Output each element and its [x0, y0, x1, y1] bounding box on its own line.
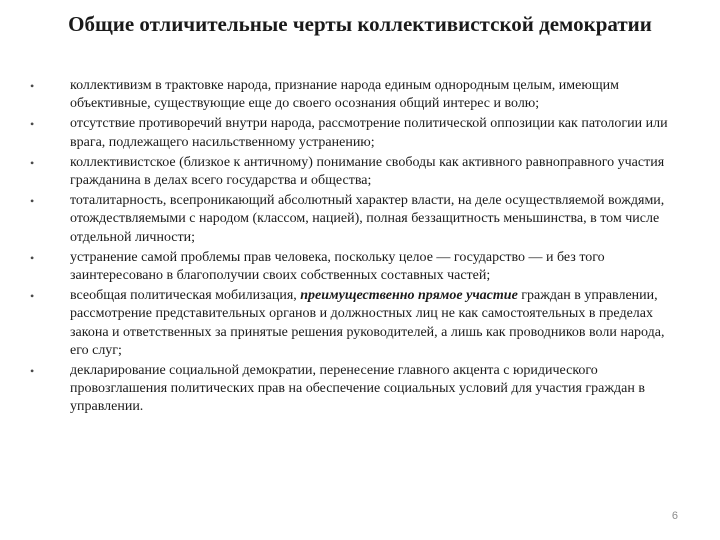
- list-item: [30, 249, 670, 285]
- list-item-text: устранение самой проблемы прав человека, поскольку целое — государство — и без того заинтересовано в благополучии своих собственных составных частей;: [70, 249, 605, 284]
- list-item: [30, 115, 670, 151]
- bullet-icon: •: [30, 364, 35, 379]
- emphasized-phrase: преимущественно прямое участие: [300, 288, 518, 304]
- bullet-icon: •: [30, 289, 35, 304]
- bullet-icon: •: [30, 194, 35, 209]
- list-item-text: [70, 288, 664, 358]
- slide-title: Общие отличительные черты коллективистской демократии: [68, 12, 652, 36]
- list-item: [30, 362, 670, 417]
- list-item-text: коллективистское (близкое к античному) понимание свободы как активного равноправного участия гражданина в делах всего государства и общества;: [70, 154, 665, 189]
- list-item: [30, 287, 670, 360]
- list-item: [30, 192, 670, 247]
- bullet-icon: •: [30, 117, 35, 132]
- list-item-text-after: граждан в управлении, рассмотрение представительных органов и должностных лиц не как самостоятельных в пределах закона и ответственных за принятые решения руководителей, а лишь как проводников воли народа, его слуг;: [70, 288, 665, 358]
- list-item-text: коллективизм в трактовке народа, признание народа единым однородным целым, имеющим объективные, существующие еще до своего осознания общий интерес и волю;: [70, 78, 619, 112]
- page-number: 6: [671, 510, 678, 522]
- list-item-text-before: всеобщая политическая мобилизация,: [70, 288, 301, 304]
- list-item-text: тоталитарность, всепроникающий абсолютный характер власти, на деле осуществляемой вождями, отождествляемыми с народом (классом, нацией), полная беззащитность меньшинства, в том числе отдельной личности;: [70, 193, 665, 245]
- feature-list: [30, 77, 670, 417]
- bullet-icon: •: [30, 79, 35, 93]
- bullet-icon: •: [30, 155, 35, 170]
- bullet-icon: •: [30, 250, 35, 265]
- list-item: [30, 154, 670, 190]
- list-item-text: отсутствие противоречий внутри народа, рассмотрение политической оппозиции как патологии или врага, подлежащего насильственному устранению;: [70, 116, 668, 150]
- list-item-text: декларирование социальной демократии, перенесение главного акцента с юридического провозглашения политических прав на обеспечение социальных условий для участия граждан в управлении.: [70, 363, 645, 415]
- list-item: [30, 77, 670, 113]
